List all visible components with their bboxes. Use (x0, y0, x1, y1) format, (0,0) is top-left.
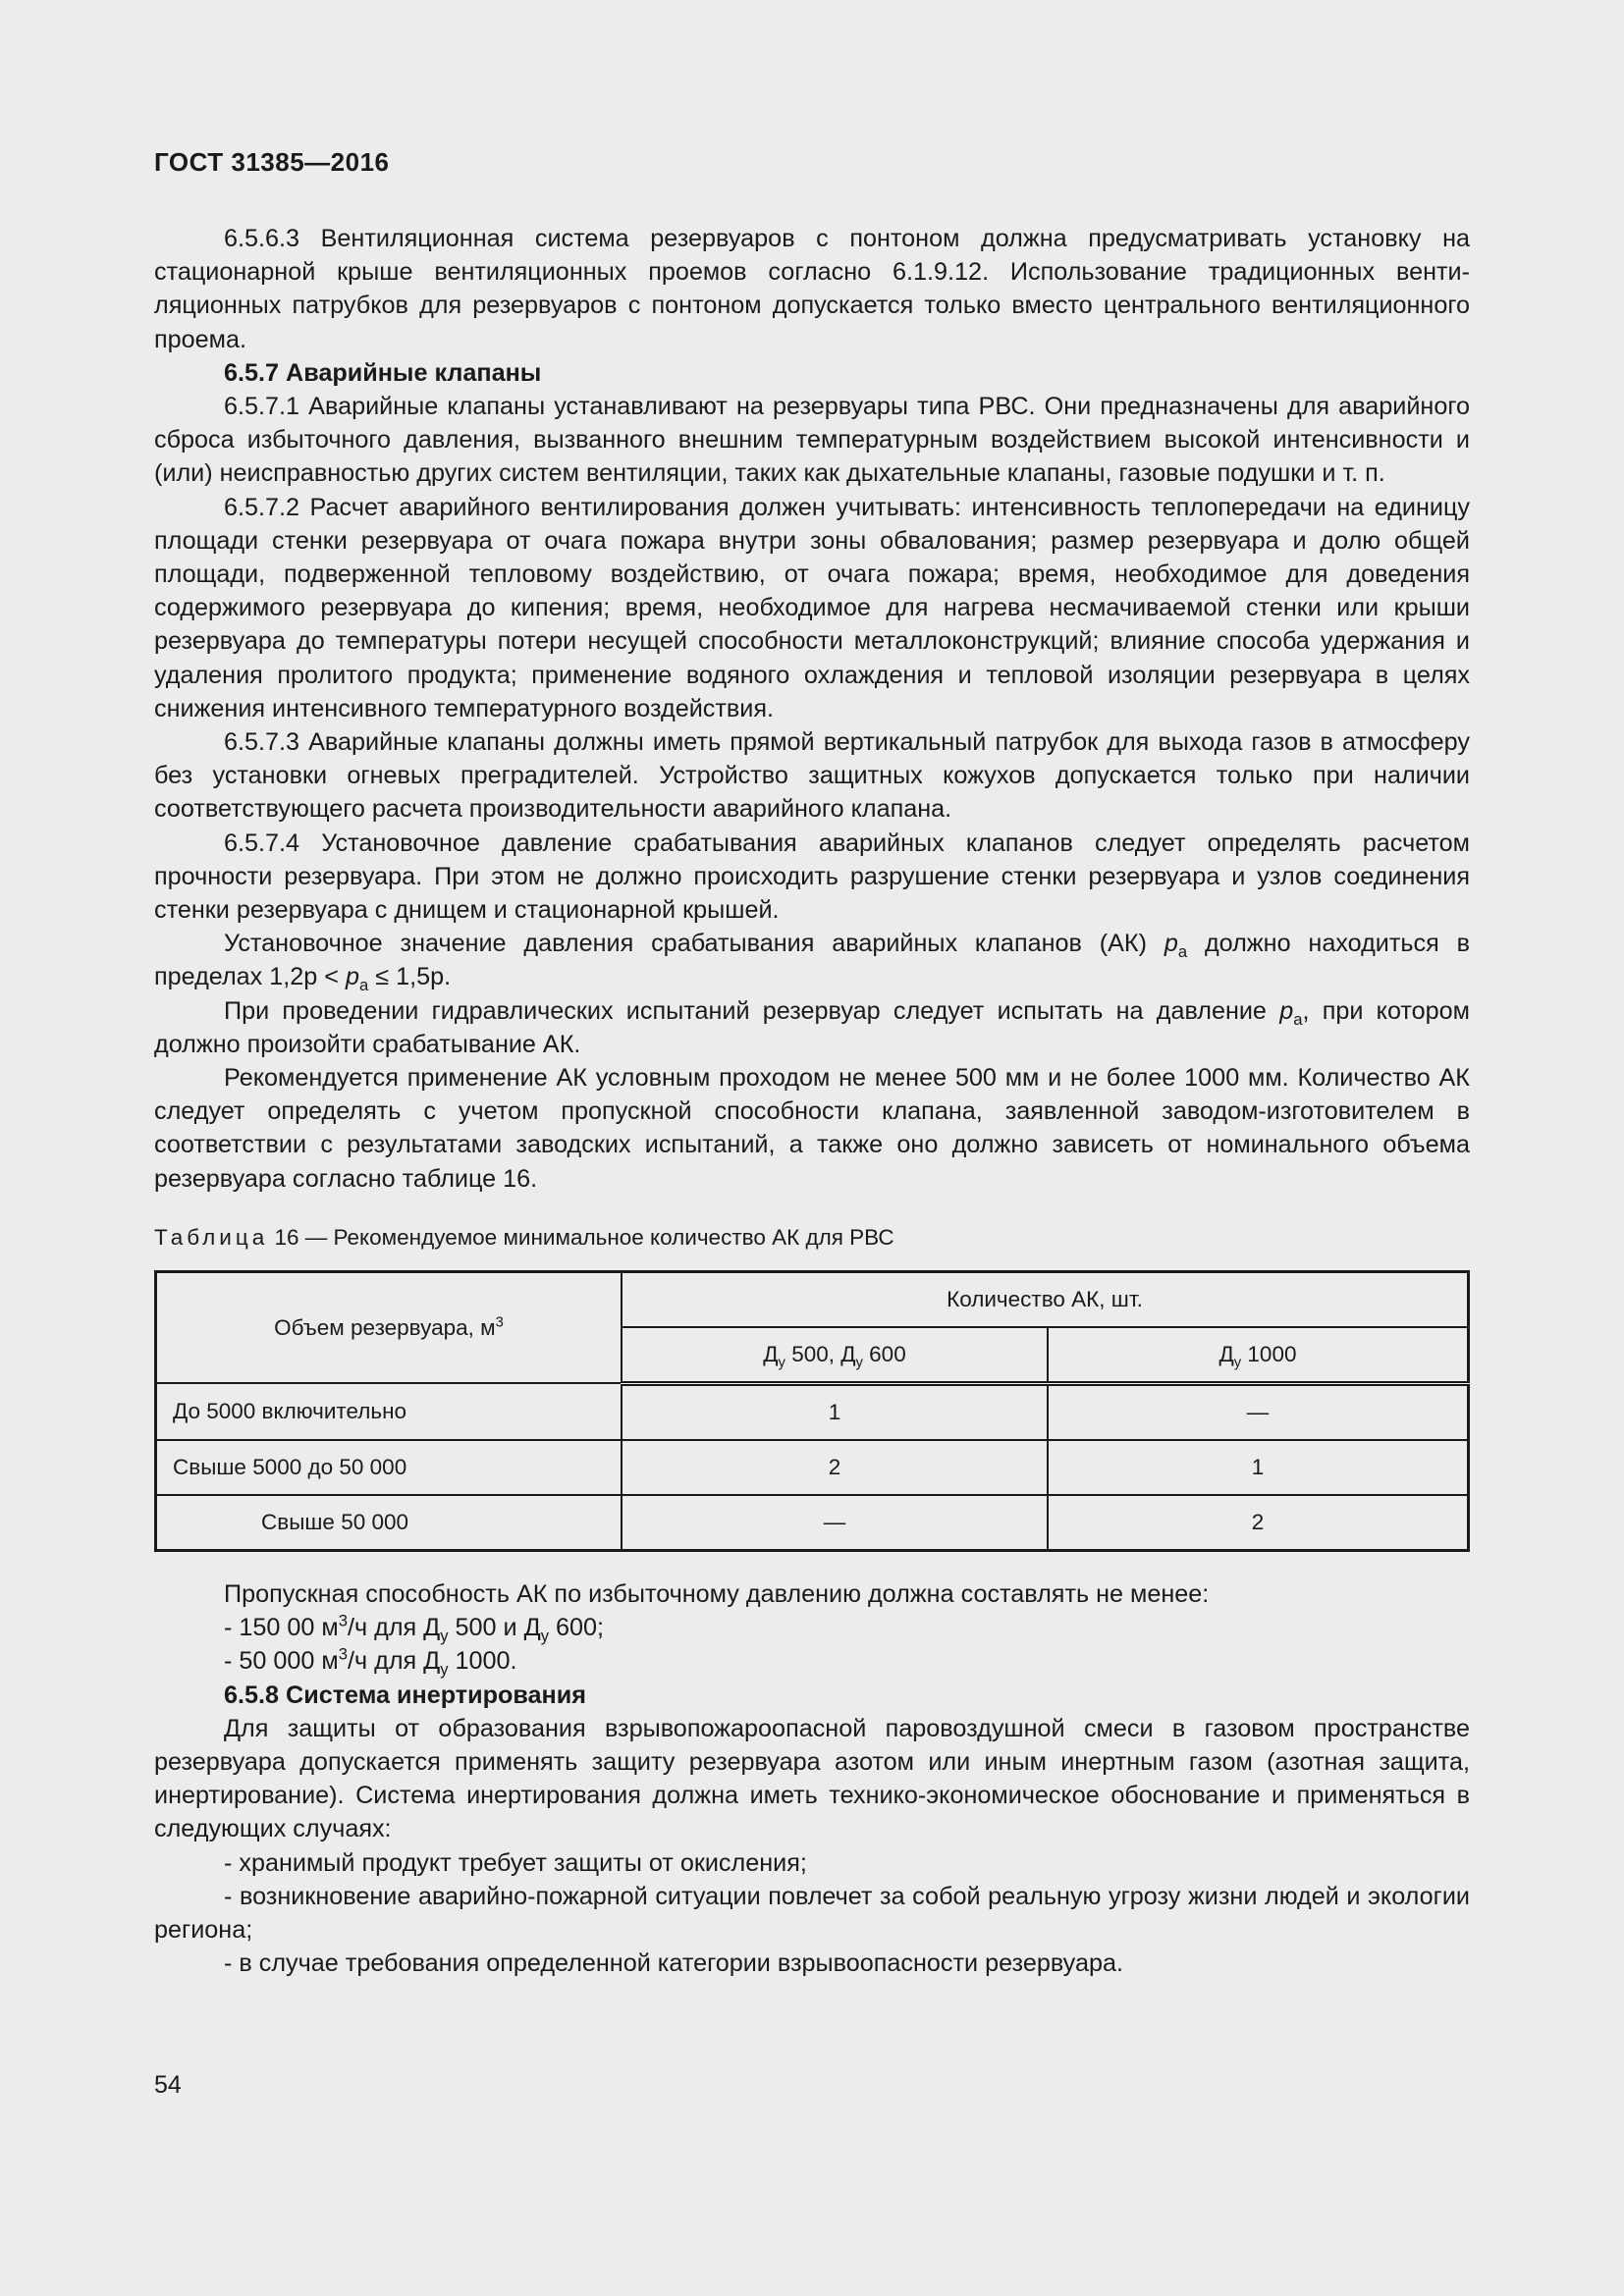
table-header-volume: Объем резервуара, $м^3$ (156, 1271, 623, 1383)
list-item-capacity-d500: - 150 00 $м^3/ч$ для $Д_у$ 500 и $Д_у$ 600; (224, 1611, 605, 1646)
table-cell-volume: Свыше 50 000 (156, 1495, 623, 1551)
table-subheader-d1000: $Д_у$ 1000 (1048, 1327, 1469, 1384)
document-body (154, 222, 1470, 1980)
table-cell-d500: 1 (622, 1383, 1048, 1440)
paragraph-hydraulic-test: При проведении гидравлических испытаний резервуар следует испытать на давление $p_a$, при котором должно произойти срабатывание АК. (154, 996, 1470, 1058)
page-number: 54 (154, 2071, 182, 2099)
paragraph-6-5-7-4: 6.5.7.4 Установочное давление срабатывания аварийных клапанов следует определять расчетом прочности резервуара. При этом не должно происходить разрушение стенки резервуара и узлов соединения стенки резервуара с днищем и стационарной крышей. (154, 828, 1470, 925)
paragraph-recommendation: Рекомендуется применение АК условным проходом не менее 500 мм и не более 1000 мм. Количество АК следует определять с учетом пропускной способности клапана, заявленной заводом-изготовителем в соответствии с результатами заводских испытаний, а также оно должно зависеть от номинального объема резервуара согласно таблице 16. (154, 1064, 1470, 1193)
table-cell-d1000: — (1048, 1383, 1469, 1440)
document-header: ГОСТ 31385—2016 (154, 147, 390, 177)
paragraph-inerting: Для защиты от образования взрывопожароопасной паровоздушной смеси в газовом пространстве резервуара допускается применять защиту резервуара азотом или иным инертным газом (азотная защита, инертирование). Система инертирования должна иметь технико-экономическое обоснование и применяться в следующих случаях: (154, 1714, 1470, 1843)
paragraph-6-5-7-1: 6.5.7.1 Аварийные клапаны устанавливают на резервуары типа РВС. Они предназначены для аварийного сброса избыточного давления, вызванного внешним температурным воздействием высокой интенсивности и (или) неисправностью других систем вентиляции, таких как дыхательные клапаны, газовые подушки и т. п. (154, 393, 1470, 488)
table-cell-d500: — (622, 1495, 1048, 1551)
paragraph-6-5-7-2: 6.5.7.2 Расчет аварийного вентилирования должен учитывать: интенсивность теплопередачи на единицу площади стенки резервуара от очага пожара внутри зоны обвалования; размер резервуара и долю общей площади, подверженной тепловому воздействию, от очага пожара; время, необходимое для доведения содержимого резервуара до кипения; время, необходимое для нагрева несмачиваемой стенки или крыши резервуара до температуры потери несущей способности металлоконструкций; влияние способа удержания и удаления пролитого продукта; применение водяного охлаждения и тепловой изоляции резервуара в целях снижения интенсивного температурного воздействия. (154, 493, 1470, 722)
paragraph-6-5-6-3: 6.5.6.3 Вентиляционная система резервуаров с понтоном должна предусматривать установку на стационарной крыше вентиляционных проемов согласно 6.1.9.12. Использование традиционных вентиляционных патрубков для резервуаров с понтоном допускается только вместо центрального вентиляционного проема. (154, 225, 1470, 353)
table-cell-d1000: 1 (1048, 1440, 1469, 1495)
paragraph-6-5-7-3: 6.5.7.3 Аварийные клапаны должны иметь прямой вертикальный патрубок для выхода газов в атмосферу без установки огневых преградителей. Устройство защитных кожухов допускается только при наличии соответствующего расчета производительности аварийного клапана. (154, 728, 1470, 824)
table-cell-volume: Свыше 5000 до 50 000 (156, 1440, 623, 1495)
list-item-capacity-d1000: - 50 000 $м^3/ч$ для $Д_у$ 1000. (224, 1644, 517, 1680)
list-item-category: - в случае требования определенной категории взрывоопасности резервуара. (224, 1949, 1123, 1978)
table-cell-volume: До 5000 включительно (156, 1383, 623, 1440)
table-caption: Таблица 16 — Рекомендуемое минимальное количество АК для РВС (154, 1224, 894, 1250)
paragraph-capacity: Пропускная способность АК по избыточному давлению должна составлять не менее: (224, 1579, 1210, 1608)
table-16 (154, 1270, 1470, 1552)
table-row (156, 1440, 1469, 1495)
list-item-oxidation: - хранимый продукт требует защиты от окисления; (224, 1848, 807, 1877)
table-row (156, 1383, 1469, 1440)
table-row (156, 1495, 1469, 1551)
section-heading-6-5-8: 6.5.8 Система инертирования (224, 1681, 586, 1709)
paragraph-set-pressure: Установочное значение давления срабатывания аварийных клапанов (АК) $p_a$ должно находиться в пределах $1,2p < p_a \le 1,5p$. (154, 930, 1470, 995)
section-heading-6-5-7: 6.5.7 Аварийные клапаны (224, 358, 542, 387)
table-cell-d1000: 2 (1048, 1495, 1469, 1551)
list-item-emergency: - возникновение аварийно-пожарной ситуации повлечет за собой реальную угрозу жизни людей и экологии региона; (154, 1882, 1470, 1944)
table-subheader-d500-600: $Д_у$ 500, $Д_у$ 600 (622, 1327, 1048, 1384)
table-header-count: Количество АК, шт. (622, 1271, 1469, 1327)
table-cell-d500: 2 (622, 1440, 1048, 1495)
